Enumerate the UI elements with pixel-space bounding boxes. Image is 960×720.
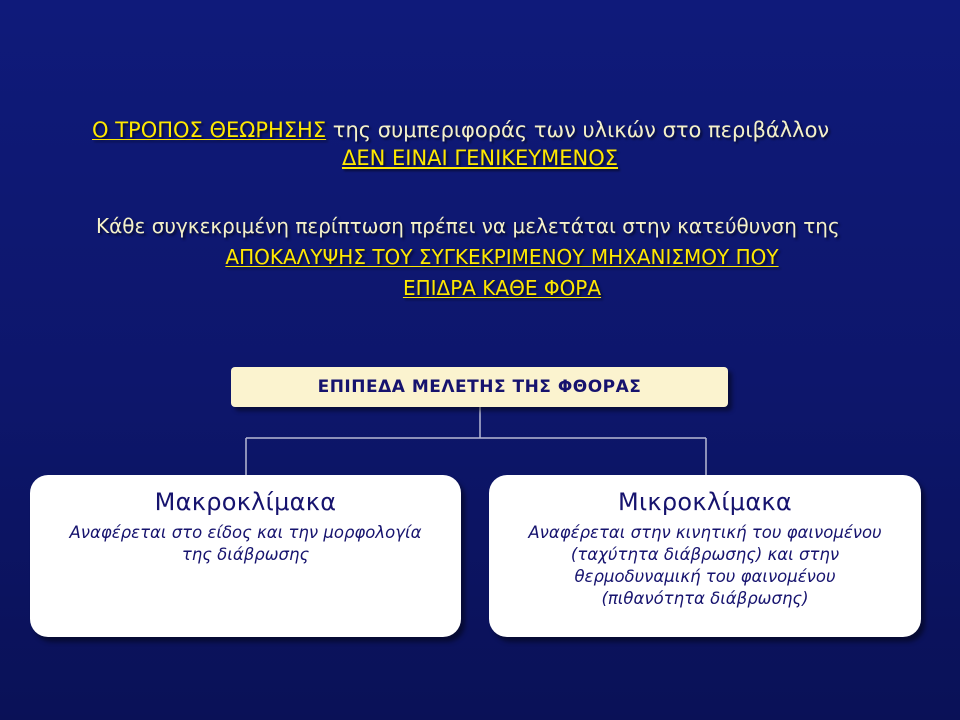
microscale-line: θερμοδυναμική του φαινομένου xyxy=(574,567,836,586)
microscale-description xyxy=(489,522,921,610)
study-levels-box: ΕΠΙΠΕΔΑ ΜΕΛΕΤΗΣ ΤΗΣ ΦΘΟΡΑΣ xyxy=(231,367,728,407)
statement-line-2-text: ΑΠΟΚΑΛΥΨΗΣ ΤΟΥ ΣΥΓΚΕΚΡΙΜΕΝΟΥ ΜΗΧΑΝΙΣΜΟΥ ΠΟΥ xyxy=(225,245,779,269)
microscale-title: Μικροκλίμακα xyxy=(617,488,792,516)
macroscale-line: της διάβρωσης xyxy=(181,545,310,564)
intro-line-2-text: ΔΕΝ ΕΙΝΑΙ ΓΕΝΙΚΕΥΜΕΝΟΣ xyxy=(341,146,619,170)
intro-caps: Ο ΤΡΟΠΟΣ ΘΕΩΡΗΣΗΣ xyxy=(92,118,327,142)
macroscale-title: Μακροκλίμακα xyxy=(154,488,337,516)
microscale-line: Αναφέρεται στην κινητική του φαινομένου xyxy=(528,523,882,542)
microscale-line: (ταχύτητα διάβρωσης) και στην xyxy=(570,545,840,564)
macroscale-line: Αναφέρεται στο είδος και την μορφολογία xyxy=(69,523,422,542)
macroscale-card xyxy=(30,475,461,637)
statement-line-1: Κάθε συγκεκριμένη περίπτωση πρέπει να μελετάται στην κατεύθυνση της xyxy=(96,214,840,238)
intro-rest: της συμπεριφοράς των υλικών στο περιβάλλον xyxy=(326,118,830,142)
microscale-card xyxy=(489,475,921,637)
statement-line-3-text: ΕΠΙΔΡΑ ΚΑΘΕ ΦΟΡΑ xyxy=(402,276,602,300)
microscale-line: (πιθανότητα διάβρωσης) xyxy=(601,589,809,608)
macroscale-description xyxy=(30,522,461,566)
